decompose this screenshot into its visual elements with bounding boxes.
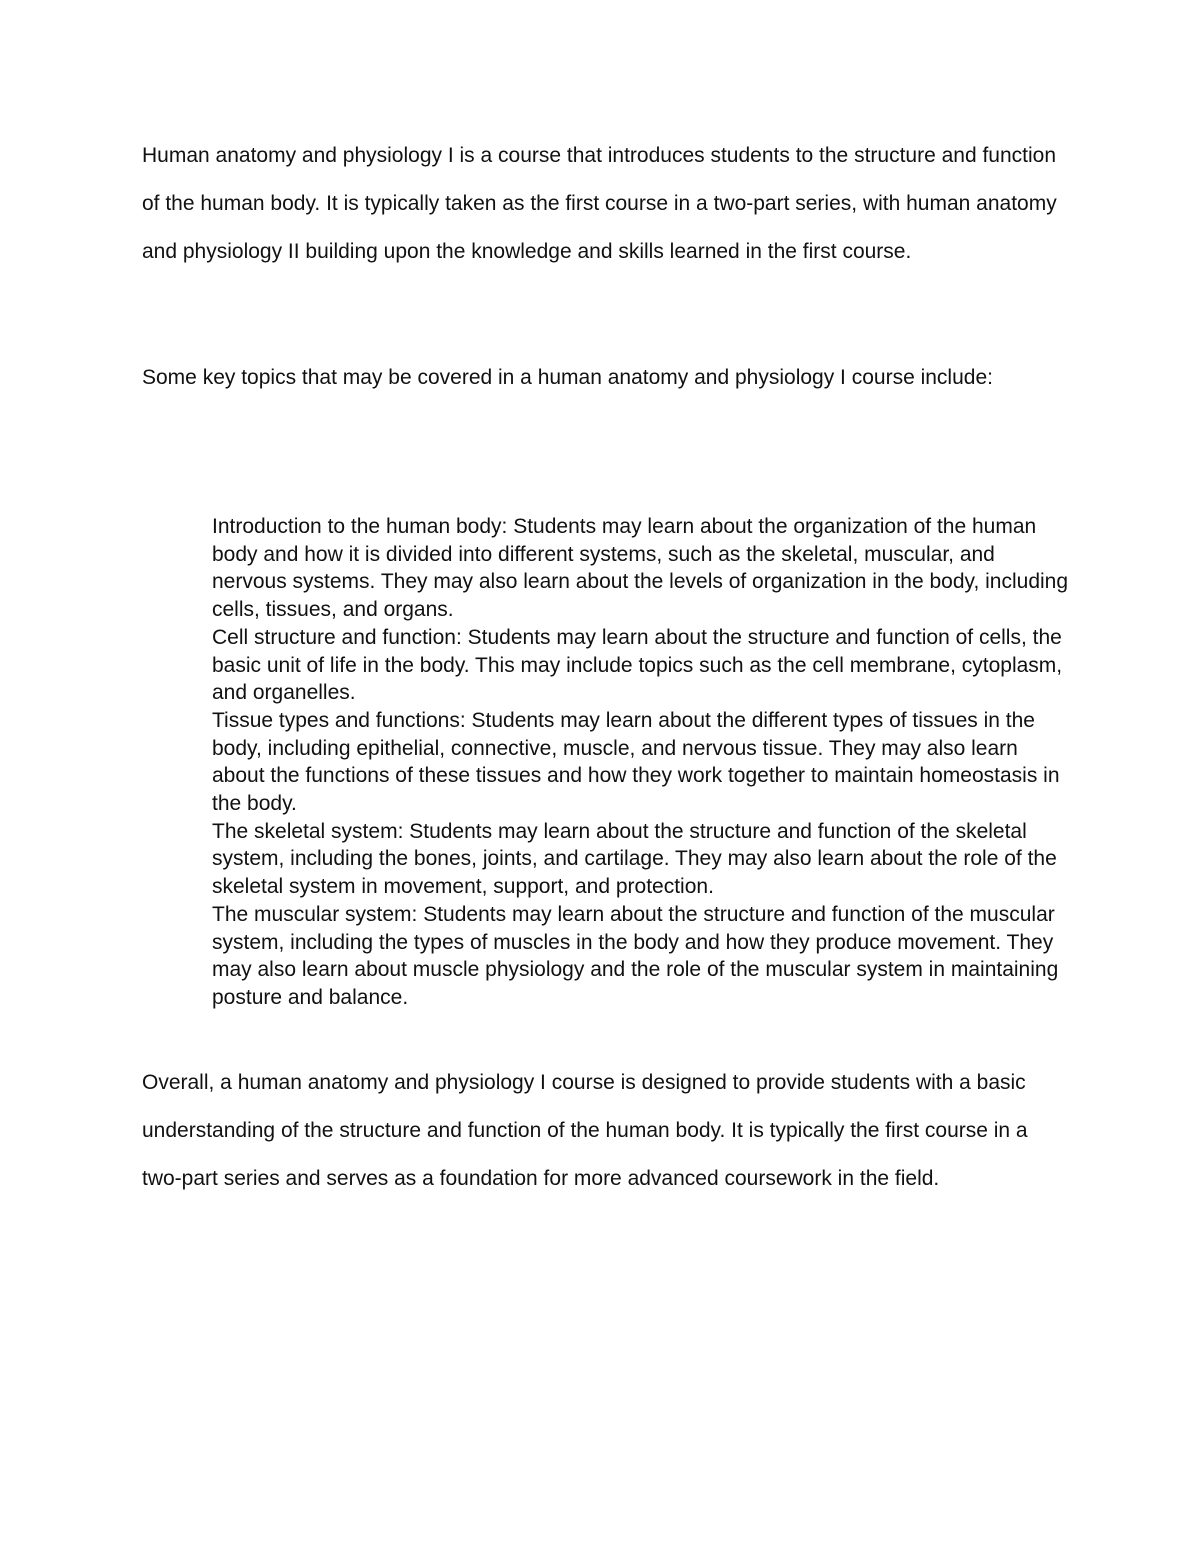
intro-paragraph: Human anatomy and physiology I is a course that introduces students to the structure and function of the human body. It is typically taken as the first course in a two-part series, with human anatomy and physiology II building upon the knowledge and skills learned in the first course. <box>142 144 1057 263</box>
topic-item-tissue-types: Tissue types and functions: Students may learn about the different types of tissues in the body, including epithelial, connective, muscle, and nervous tissue. They may also learn about the functions of these tissues and how they work together to maintain homeostasis in the body. <box>212 708 1060 816</box>
conclusion-paragraph: Overall, a human anatomy and physiology I course is designed to provide students with a basic understanding of the structure and function of the human body. It is typically the first course in a two-part series and serves as a foundation for more advanced coursework in the field. <box>142 1071 1028 1190</box>
topics-list <box>212 513 1072 1012</box>
topic-item-skeletal-system: The skeletal system: Students may learn about the structure and function of the skeletal system, including the bones, joints, and cartilage. They may also learn about the role of the skeletal system in movement, support, and protection. <box>212 819 1057 899</box>
topics-intro-paragraph: Some key topics that may be covered in a human anatomy and physiology I course include: <box>142 366 993 389</box>
topic-item-muscular-system: The muscular system: Students may learn about the structure and function of the muscular system, including the types of muscles in the body and how they produce movement. They may also learn about muscle physiology and the role of the muscular system in maintaining posture and balance. <box>212 902 1059 1009</box>
topic-item-cell-structure: Cell structure and function: Students may learn about the structure and function of cells, the basic unit of life in the body. This may include topics such as the cell membrane, cytoplasm, and organelles. <box>212 625 1063 705</box>
topic-item-intro-human-body: Introduction to the human body: Students may learn about the organization of the human body and how it is divided into different systems, such as the skeletal, muscular, and nervous systems. They may also learn about the levels of organization in the body, including cells, tissues, and organs. <box>212 515 1069 622</box>
